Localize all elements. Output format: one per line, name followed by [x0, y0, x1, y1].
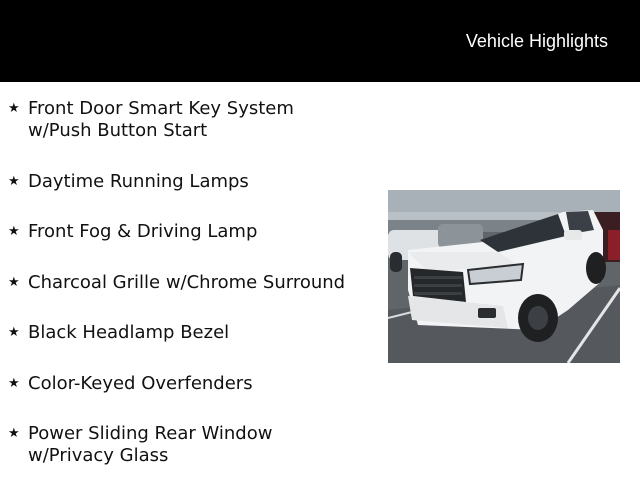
- star-icon: ★: [8, 174, 20, 189]
- star-icon: ★: [8, 376, 20, 391]
- feature-label: Color-Keyed Overfenders: [28, 373, 253, 394]
- feature-label: Daytime Running Lamps: [28, 171, 249, 192]
- star-icon: ★: [8, 275, 20, 290]
- vehicle-photo: [388, 190, 620, 363]
- feature-label: Charcoal Grille w/Chrome Surround: [28, 272, 346, 293]
- feature-label: Front Door Smart Key System w/Push Button Start: [28, 98, 294, 141]
- star-icon: ★: [8, 325, 20, 340]
- feature-label: Black Headlamp Bezel: [28, 322, 230, 343]
- star-icon: ★: [8, 426, 20, 441]
- star-icon: ★: [8, 101, 20, 116]
- star-icon: ★: [8, 224, 20, 239]
- feature-label: Front Fog & Driving Lamp: [28, 221, 258, 242]
- feature-label: Power Sliding Rear Window w/Privacy Glass: [28, 423, 273, 466]
- page-title: Vehicle Highlights: [465, 31, 608, 51]
